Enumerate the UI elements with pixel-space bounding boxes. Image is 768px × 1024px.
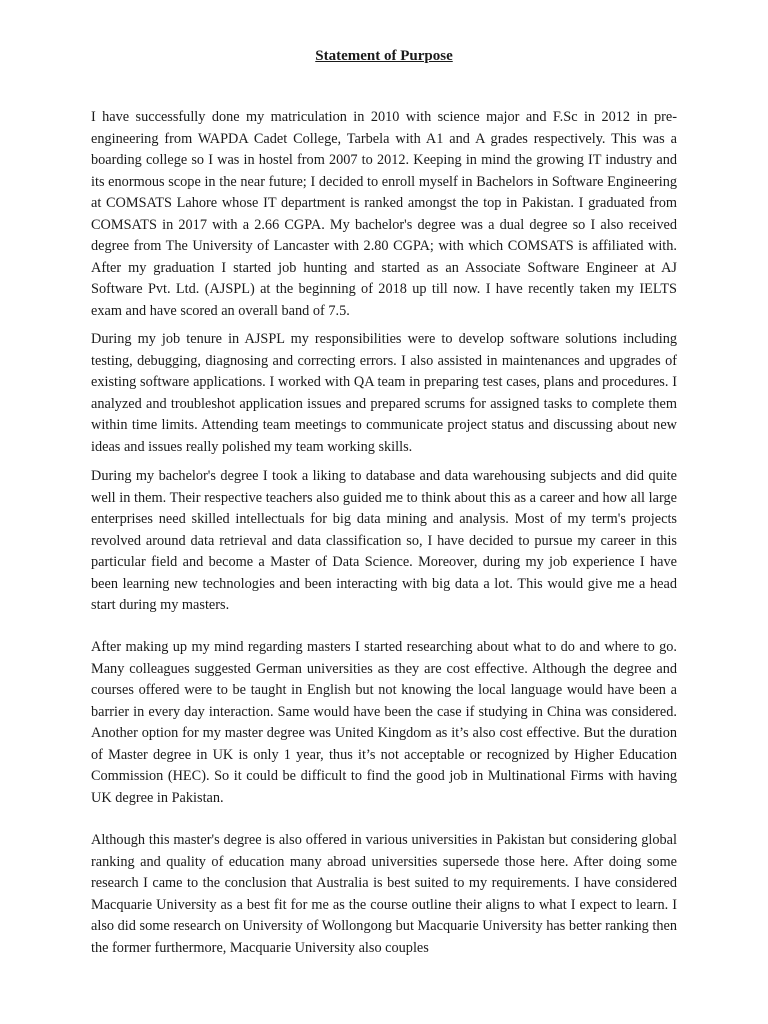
paragraph-university-choice: Although this master's degree is also offered in various universities in Pakistan but considering global ranking and quality of education many abroad universities supersede those here. After doing some research I came to the conclusion that Australia is best suited to my requirements. I have considered Macquarie University as a best fit for me as the course outline their aligns to what I expect to learn. I also did some research on University of Wollongong but Macquarie University has better ranking then the former furthermore, Macquarie University also couples bbox=[91, 832, 677, 956]
paragraph-job-tenure: During my job tenure in AJSPL my responsibilities were to develop software solutions including testing, debugging, diagnosing and correcting errors. I also assisted in maintenances and upgrades of existing software applications. I worked with QA team in preparing test cases, plans and procedures. I analyzed and troubleshot application issues and prepared scrums for assigned tasks to complete them within time limits. Attending team meetings to communicate project status and discussing about new ideas and issues really polished my team working skills. bbox=[91, 331, 677, 455]
page-title: Statement of Purpose bbox=[315, 48, 453, 64]
paragraph-data-science-interest: During my bachelor's degree I took a liking to database and data warehousing subjects and did quite well in them. Their respective teachers also guided me to think about this as a career and how all large enterprises need skilled intellectuals for big data mining and analysis. Most of my term's projects revolved around data retrieval and data classification so, I have decided to pursue my career in this particular field and become a Master of Data Science. Moreover, during my job experience I have been learning new technologies and been interacting with big data a lot. This would give me a head start during my masters. bbox=[91, 468, 677, 613]
paragraph-country-research: After making up my mind regarding masters I started researching about what to do and where to go. Many colleagues suggested German universities as they are cost effective. Although the degree and courses offered were to be taught in English but not knowing the local language would have been a barrier in every day interaction. Same would have been the case if studying in China was considered. Another option for my master degree was United Kingdom as it’s also cost effective. But the duration of Master degree in UK is only 1 year, thus it’s not acceptable or recognized by Higher Education Commission (HEC). So it could be difficult to find the good job in Multinational Firms with having UK degree in Pakistan. bbox=[91, 639, 677, 806]
paragraph-education: I have successfully done my matriculation in 2010 with science major and F.Sc in 2012 in pre-engineering from WAPDA Cadet College, Tarbela with A1 and A grades respectively. This was a boarding college so I was in hostel from 2007 to 2012. Keeping in mind the growing IT industry and its enormous scope in the near future; I decided to enroll myself in Bachelors in Software Engineering at COMSATS Lahore whose IT department is ranked amongst the top in Pakistan. I graduated from COMSATS in 2017 with a 2.66 CGPA. My bachelor's degree was a dual degree so I also received degree from The University of Lancaster with 2.80 CGPA; with which COMSATS is affiliated with. After my graduation I started job hunting and started as an Associate Software Engineer at AJ Software Pvt. Ltd. (AJSPL) at the beginning of 2018 up till now. I have recently taken my IELTS exam and have scored an overall band of 7.5. bbox=[91, 109, 677, 319]
